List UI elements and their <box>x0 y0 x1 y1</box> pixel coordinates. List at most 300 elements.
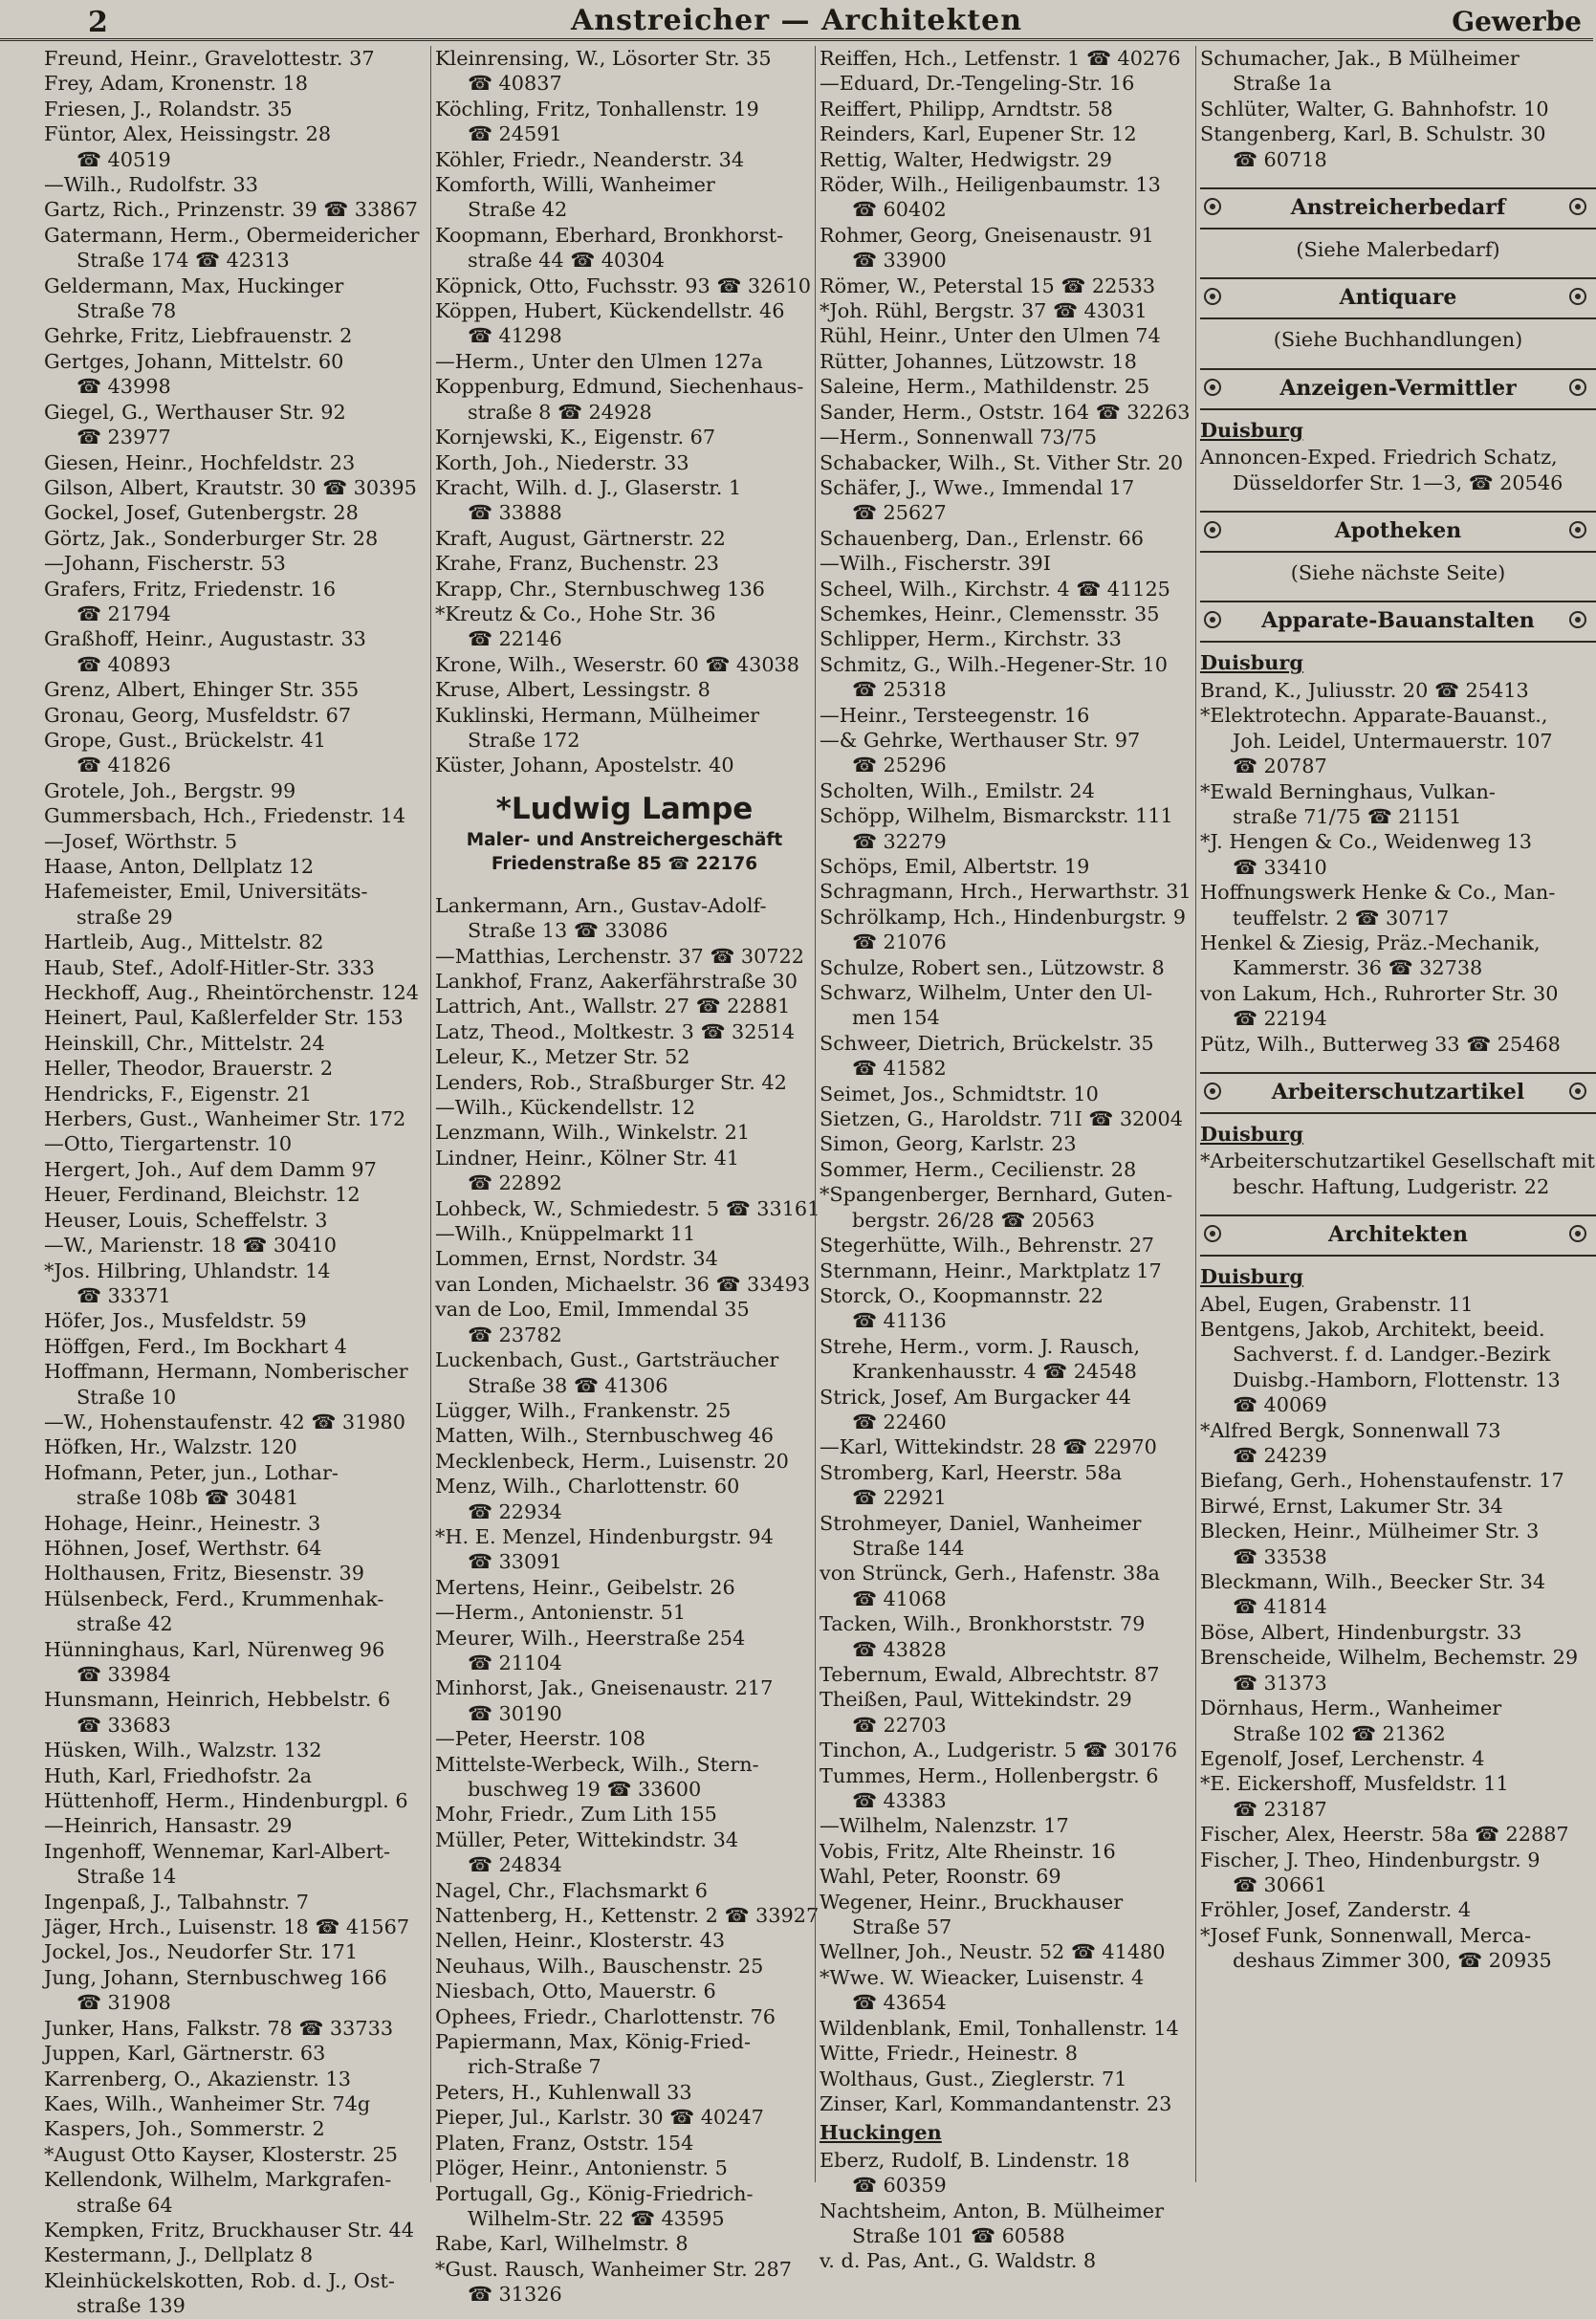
entry-continuation: ☎ 22892 <box>468 1171 562 1195</box>
entry-line: Kleinhückelskotten, Rob. d. J., Ost- <box>44 2268 395 2292</box>
entry-line: Peters, H., Kuhlenwall 33 <box>435 2080 692 2104</box>
entry-line: Lenders, Rob., Straßburger Str. 42 <box>435 1070 787 1094</box>
entry-line: Ingenhoff, Wennemar, Karl-Albert- <box>44 1839 391 1863</box>
entry-line: Frey, Adam, Kronenstr. 18 <box>44 72 309 96</box>
entry-line: Schragmann, Hrch., Herwarthstr. 31 <box>820 880 1192 904</box>
entry-line: Höhnen, Josef, Werthstr. 64 <box>44 1536 322 1560</box>
directory-entry <box>44 703 421 728</box>
section-header-antiquare <box>1200 277 1596 319</box>
directory-entry <box>435 1474 814 1524</box>
entry-line: Reiffert, Philipp, Arndtstr. 58 <box>820 97 1113 120</box>
directory-entry <box>435 425 814 449</box>
entry-continuation: ☎ 60359 <box>852 2174 947 2198</box>
directory-entry <box>44 930 421 954</box>
directory-entry <box>820 121 1198 146</box>
directory-entry <box>435 1044 814 1069</box>
entry-line: Abel, Eugen, Grabenstr. 11 <box>1200 1292 1474 1316</box>
entry-line: van de Loo, Emil, Immendal 35 <box>435 1298 750 1322</box>
directory-entry <box>44 1106 421 1131</box>
entry-line: —W., Marienstr. 18 ☎ 30410 <box>44 1234 338 1258</box>
entry-continuation: beschr. Haftung, Ludgeristr. 22 <box>1233 1174 1550 1198</box>
entry-line: Meurer, Wilh., Heerstraße 254 <box>435 1626 746 1650</box>
entry-line: Portugall, Gg., König-Friedrich- <box>435 2181 754 2205</box>
entry-line: Grope, Gust., Brückelstr. 41 <box>44 728 326 752</box>
entry-line: Hendricks, F., Eigenstr. 21 <box>44 1082 313 1105</box>
entry-line: —Heinrich, Hansastr. 29 <box>44 1814 293 1838</box>
entry-continuation: ☎ 23977 <box>77 426 171 449</box>
entry-line: Grafers, Fritz, Friedenstr. 16 <box>44 577 337 601</box>
directory-entry <box>435 1272 814 1297</box>
entry-line: Lankermann, Arn., Gustav-Adolf- <box>435 893 767 917</box>
entry-line: Römer, W., Peterstal 15 ☎ 22533 <box>820 273 1156 297</box>
directory-entry <box>1200 1032 1596 1057</box>
entry-line: Simon, Georg, Karlstr. 23 <box>820 1132 1077 1156</box>
directory-entry <box>44 1258 421 1309</box>
entry-continuation: ☎ 24239 <box>1233 1444 1327 1468</box>
directory-entry <box>435 1196 820 1221</box>
entry-line: Hüsken, Wilh., Walzstr. 132 <box>44 1739 322 1762</box>
directory-entry <box>820 349 1198 374</box>
column-2 <box>430 46 820 2307</box>
entry-line: Küster, Johann, Apostelstr. 40 <box>435 754 734 777</box>
directory-entry <box>44 1839 421 1890</box>
entry-continuation: Straße 101 ☎ 60588 <box>852 2223 1065 2247</box>
directory-entry <box>435 602 814 652</box>
directory-entry <box>44 2142 421 2167</box>
section-label: Gewerbe <box>1452 6 1582 37</box>
directory-entry <box>44 1359 421 1410</box>
directory-entry <box>435 2029 814 2080</box>
directory-entry <box>435 2181 814 2232</box>
entry-line: Strohmeyer, Daniel, Wanheimer <box>820 1511 1142 1535</box>
entry-line: *J. Hengen & Co., Weidenweg 13 <box>1200 830 1532 854</box>
directory-entry <box>44 980 421 1005</box>
directory-entry <box>44 1788 421 1813</box>
entry-continuation: Straße 78 <box>77 299 177 323</box>
directory-entry <box>435 2105 814 2130</box>
directory-entry <box>820 298 1198 323</box>
directory-entry <box>1200 1822 1596 1847</box>
directory-entry <box>44 1914 421 1939</box>
directory-entry <box>44 273 421 324</box>
entry-line: Plöger, Heinr., Antonienstr. 5 <box>435 2156 728 2180</box>
directory-entry <box>435 1726 814 1751</box>
directory-entry <box>435 1019 814 1044</box>
entry-line: Hohage, Heinr., Heinestr. 3 <box>44 1511 321 1535</box>
entry-line: Egenolf, Josef, Lerchenstr. 4 <box>1200 1746 1485 1770</box>
entry-continuation: Straße 14 <box>77 1865 177 1889</box>
directory-entry <box>44 1334 421 1359</box>
entry-line: Minhorst, Jak., Gneisenaustr. 217 <box>435 1676 774 1700</box>
directory-entry <box>1200 1317 1596 1418</box>
section-title: Anstreicherbedarf <box>1290 195 1506 221</box>
directory-entry <box>44 450 421 475</box>
directory-entry <box>1200 880 1596 930</box>
ad-company-name: *Ludwig Lampe <box>495 791 754 826</box>
entry-line: Görtz, Jak., Sonderburger Str. 28 <box>44 526 379 550</box>
entry-continuation: straße 108b ☎ 30481 <box>77 1486 299 1510</box>
entry-continuation: Duisbg.-Hamborn, Flottenstr. 13 <box>1233 1367 1561 1391</box>
directory-entry <box>435 969 814 994</box>
entry-line: Vobis, Fritz, Alte Rheinstr. 16 <box>820 1839 1116 1863</box>
column-4 <box>1195 46 1596 2182</box>
section-header-architekten <box>1200 1214 1596 1257</box>
bullet-icon <box>1569 1083 1586 1100</box>
entry-line: —Wilh., Knüppelmarkt 11 <box>435 1222 696 1246</box>
entry-line: Geldermann, Max, Huckinger <box>44 273 344 297</box>
directory-entry <box>820 1031 1198 1082</box>
entry-line: —Herm., Sonnenwall 73/75 <box>820 426 1098 449</box>
entry-line: Hergert, Joh., Auf dem Damm 97 <box>44 1157 377 1181</box>
directory-entry <box>435 2231 814 2256</box>
entry-line: Mertens, Heinr., Geibelstr. 26 <box>435 1575 735 1599</box>
entry-line: Witte, Friedr., Heinestr. 8 <box>820 2042 1078 2066</box>
entry-line: Heinskill, Chr., Mittelstr. 24 <box>44 1031 325 1055</box>
directory-entry <box>44 97 421 121</box>
entry-continuation: Düsseldorfer Str. 1—3, ☎ 20546 <box>1233 470 1563 494</box>
entry-line: v. d. Pas, Ant., G. Waldstr. 8 <box>820 2249 1097 2273</box>
directory-entry <box>435 349 814 374</box>
directory-entry <box>44 1813 421 1838</box>
entry-line: *Kreutz & Co., Hohe Str. 36 <box>435 602 716 625</box>
entry-line: Gummersbach, Hch., Friedenstr. 14 <box>44 804 406 828</box>
entry-continuation: Straße 57 <box>852 1915 952 1939</box>
entry-line: Nellen, Heinr., Klosterstr. 43 <box>435 1929 726 1953</box>
entry-line: Fröhler, Josef, Zanderstr. 4 <box>1200 1898 1472 1922</box>
directory-entry <box>44 1763 421 1788</box>
directory-entry <box>435 1221 814 1246</box>
directory-entry <box>44 1308 421 1333</box>
entry-line: Brenscheide, Wilhelm, Bechemstr. 29 <box>1200 1646 1579 1670</box>
directory-entry <box>44 2242 421 2267</box>
directory-entry <box>820 1839 1198 1864</box>
entry-line: Wolthaus, Gust., Zieglerstr. 71 <box>820 2067 1127 2090</box>
entry-continuation: ☎ 23782 <box>468 1323 562 1346</box>
section-title: Apotheken <box>1334 518 1462 544</box>
entry-line: Gockel, Josef, Gutenbergstr. 28 <box>44 501 359 525</box>
directory-entry <box>820 2091 1198 2116</box>
entry-line: Theißen, Paul, Wittekindstr. 29 <box>820 1688 1132 1712</box>
column-3 <box>815 46 1198 2273</box>
directory-entry <box>820 1611 1198 1662</box>
directory-entry <box>1200 1848 1596 1898</box>
directory-entry <box>1200 779 1596 830</box>
entry-line: Kornjewski, K., Eigenstr. 67 <box>435 426 716 449</box>
entry-line: *E. Eickershoff, Musfeldstr. 11 <box>1200 1772 1509 1796</box>
entry-line: Hartleib, Aug., Mittelstr. 82 <box>44 930 324 954</box>
entry-continuation: straße 139 <box>77 2294 186 2318</box>
directory-entry <box>435 475 814 526</box>
entry-line: Junker, Hans, Falkstr. 78 ☎ 33733 <box>44 2016 394 2040</box>
entry-continuation: ☎ 43654 <box>852 1991 947 2015</box>
directory-entry <box>435 1626 814 1676</box>
entry-line: Freund, Heinr., Gravelottestr. 37 <box>44 47 375 70</box>
entry-line: Hüttenhoff, Herm., Hindenburgpl. 6 <box>44 1789 408 1813</box>
entry-continuation: ☎ 21076 <box>852 930 947 954</box>
directory-entry <box>820 450 1198 475</box>
column-1 <box>44 46 421 2318</box>
directory-entry <box>44 172 421 197</box>
entry-line: Stromberg, Karl, Heerstr. 58a <box>820 1460 1123 1484</box>
directory-entry <box>44 829 421 854</box>
page-header <box>0 0 1593 41</box>
entry-line: Böse, Albert, Hindenburgstr. 33 <box>1200 1620 1522 1644</box>
directory-entry <box>820 652 1198 703</box>
entry-line: Mohr, Friedr., Zum Lith 155 <box>435 1803 717 1827</box>
entry-line: Fischer, Alex, Heerstr. 58a ☎ 22887 <box>1200 1823 1569 1847</box>
cross-reference: (Siehe Buchhandlungen) <box>1273 328 1523 352</box>
directory-entry <box>44 803 421 828</box>
bullet-icon <box>1569 379 1586 396</box>
entry-line: Scholten, Wilh., Emilstr. 24 <box>820 778 1095 802</box>
entry-line: Herbers, Gust., Wanheimer Str. 172 <box>44 1107 406 1131</box>
entry-line: Jockel, Jos., Neudorfer Str. 171 <box>44 1940 359 1964</box>
entry-continuation: ☎ 41814 <box>1233 1595 1327 1619</box>
directory-entry <box>1200 445 1596 495</box>
directory-entry <box>435 703 814 754</box>
directory-entry <box>435 944 814 969</box>
directory-entry <box>435 374 814 425</box>
entry-line: Latz, Theod., Moltkestr. 3 ☎ 32514 <box>435 1019 796 1043</box>
entry-line: Biefang, Gerh., Hohenstaufenstr. 17 <box>1200 1469 1564 1493</box>
entry-line: Köppen, Hubert, Kückendellstr. 46 <box>435 299 785 323</box>
directory-entry <box>820 1258 1198 1283</box>
entry-line: Niesbach, Otto, Mauerstr. 6 <box>435 1980 716 2003</box>
entry-line: Gehrke, Fritz, Liebfrauenstr. 2 <box>44 324 353 348</box>
entry-continuation: ☎ 25296 <box>852 754 947 777</box>
directory-entry <box>435 1878 814 1903</box>
entry-continuation: ☎ 31908 <box>77 1991 171 2015</box>
page-number: 2 <box>88 6 108 39</box>
directory-entry <box>435 1827 814 1878</box>
directory-entry <box>435 994 814 1018</box>
section-title: Arbeiterschutzartikel <box>1271 1079 1525 1105</box>
entry-line: Stangenberg, Karl, B. Schulstr. 30 <box>1200 122 1546 146</box>
directory-entry <box>820 1460 1198 1511</box>
directory-entry <box>44 879 421 930</box>
directory-entry <box>435 172 814 223</box>
directory-entry <box>44 1056 421 1081</box>
directory-entry <box>435 1575 814 1600</box>
entry-line: Haase, Anton, Dellplatz 12 <box>44 855 315 878</box>
entry-continuation: ☎ 60402 <box>852 198 947 222</box>
entry-continuation: Straße 102 ☎ 21362 <box>1233 1721 1446 1745</box>
city-heading-huckingen: Huckingen <box>820 2120 942 2145</box>
directory-entry <box>435 1954 814 1979</box>
entry-line: Nachtsheim, Anton, B. Mülheimer <box>820 2199 1165 2222</box>
entry-line: Schöpp, Wilhelm, Bismarckstr. 111 <box>820 804 1173 828</box>
directory-entry <box>1200 1494 1596 1519</box>
entry-line: Rühl, Heinr., Unter den Ulmen 74 <box>820 324 1161 348</box>
entry-line: Hunsmann, Heinrich, Hebbelstr. 6 <box>44 1688 391 1712</box>
entry-line: Höfer, Jos., Musfeldstr. 59 <box>44 1309 307 1333</box>
directory-entry <box>44 1965 421 2016</box>
directory-entry <box>820 955 1198 980</box>
entry-line: Giegel, G., Werthauser Str. 92 <box>44 400 346 424</box>
entry-line: Platen, Franz, Oststr. 154 <box>435 2131 694 2155</box>
directory-entry <box>44 71 421 96</box>
entry-continuation: Sachverst. f. d. Landger.-Bezirk <box>1233 1343 1551 1367</box>
directory-entry <box>820 1864 1198 1889</box>
entry-continuation: ☎ 25318 <box>852 678 947 702</box>
directory-entry <box>435 1297 814 1347</box>
entry-line: Gilson, Albert, Krautstr. 30 ☎ 30395 <box>44 475 417 499</box>
entry-line: Jäger, Hrch., Luisenstr. 18 ☎ 41567 <box>44 1915 410 1939</box>
entry-line: Höfken, Hr., Walzstr. 120 <box>44 1435 297 1459</box>
directory-entry <box>820 703 1198 728</box>
directory-entry <box>435 1600 814 1625</box>
entry-line: Grotele, Joh., Bergstr. 99 <box>44 778 296 802</box>
entry-line: Eberz, Rudolf, B. Lindenstr. 18 <box>820 2148 1130 2172</box>
entry-line: —Matthias, Lerchenstr. 37 ☎ 30722 <box>435 944 805 968</box>
city-heading: Duisburg <box>1200 1264 1303 1289</box>
directory-entry <box>435 652 814 677</box>
entry-line: Schumacher, Jak., B Mülheimer <box>1200 47 1519 70</box>
directory-entry <box>435 1120 814 1145</box>
directory-entry <box>820 2016 1198 2041</box>
entry-line: Hünninghaus, Karl, Nürenweg 96 <box>44 1637 385 1661</box>
entry-line: von Strünck, Gerh., Hafenstr. 38a <box>820 1562 1160 1586</box>
entry-continuation: Straße 144 <box>852 1536 965 1560</box>
entry-line: Hülsenbeck, Ferd., Krummenhak- <box>44 1586 384 1610</box>
entry-line: Krapp, Chr., Sternbuschweg 136 <box>435 577 765 601</box>
directory-entry <box>435 1146 814 1196</box>
directory-entry <box>44 500 421 525</box>
directory-entry <box>820 1662 1198 1687</box>
entry-continuation: straße 42 <box>77 1612 173 1636</box>
directory-entry <box>44 1687 421 1738</box>
entry-line: Holthausen, Fritz, Biesenstr. 39 <box>44 1562 364 1586</box>
entry-continuation: ☎ 33091 <box>468 1550 562 1574</box>
directory-entry <box>820 1687 1198 1738</box>
directory-entry <box>1200 1519 1596 1569</box>
entry-continuation: ☎ 23187 <box>1233 1797 1327 1821</box>
directory-entry <box>820 1283 1198 1334</box>
entry-line: Blecken, Heinr., Mülheimer Str. 3 <box>1200 1520 1540 1543</box>
entry-line: Kracht, Wilh. d. J., Glaserstr. 1 <box>435 475 742 499</box>
directory-entry <box>820 1157 1198 1182</box>
entry-line: Seimet, Jos., Schmidtstr. 10 <box>820 1082 1099 1105</box>
entry-continuation: Straße 42 <box>468 198 568 222</box>
directory-entry <box>820 374 1198 399</box>
directory-entry <box>1200 1468 1596 1493</box>
entry-line: —Eduard, Dr.-Tengeling-Str. 16 <box>820 72 1135 96</box>
entry-line: *Arbeiterschutzartikel Gesellschaft mit <box>1200 1149 1595 1173</box>
directory-entry <box>820 1233 1198 1258</box>
directory-entry <box>1200 1695 1596 1746</box>
entry-line: —Johann, Fischerstr. 53 <box>44 552 286 576</box>
directory-entry <box>44 349 421 400</box>
entry-line: Leleur, K., Metzer Str. 52 <box>435 1045 690 1069</box>
entry-line: —Wilh., Rudolfstr. 33 <box>44 173 258 197</box>
directory-entry <box>1200 1746 1596 1771</box>
directory-entry <box>1200 1149 1596 1199</box>
entry-continuation: Krankenhausstr. 4 ☎ 24548 <box>852 1360 1137 1384</box>
entry-continuation: Joh. Leidel, Untermauerstr. 107 <box>1233 729 1553 753</box>
directory-entry <box>435 1398 814 1423</box>
entry-line: —Herm., Antonienstr. 51 <box>435 1601 687 1625</box>
entry-line: Röder, Wilh., Heiligenbaumstr. 13 <box>820 173 1161 197</box>
directory-entry <box>820 2248 1198 2273</box>
entry-continuation: ☎ 33410 <box>1233 855 1327 879</box>
section-title: Antiquare <box>1339 285 1457 311</box>
entry-continuation: ☎ 25627 <box>852 501 947 525</box>
directory-entry <box>435 1095 814 1120</box>
entry-line: Lenzmann, Wilh., Winkelstr. 21 <box>435 1121 751 1145</box>
entry-continuation: straße 8 ☎ 24928 <box>468 400 652 424</box>
entry-line: *Alfred Bergk, Sonnenwall 73 <box>1200 1418 1501 1442</box>
entry-line: Sternmann, Heinr., Marktplatz 17 <box>820 1258 1162 1282</box>
entry-line: Schulze, Robert sen., Lützowstr. 8 <box>820 955 1165 979</box>
directory-entry <box>820 475 1198 526</box>
entry-continuation: ☎ 33683 <box>77 1713 171 1737</box>
entry-line: Lommen, Ernst, Nordstr. 34 <box>435 1247 718 1271</box>
directory-entry <box>820 551 1198 576</box>
entry-continuation: Straße 13 ☎ 33086 <box>468 919 668 943</box>
entry-line: Gartz, Rich., Prinzenstr. 39 ☎ 33867 <box>44 198 418 222</box>
entry-continuation: ☎ 20787 <box>1233 755 1327 778</box>
directory-entry <box>44 2067 421 2091</box>
entry-line: Lankhof, Franz, Aakerfährstraße 30 <box>435 970 798 993</box>
directory-entry <box>44 121 421 172</box>
directory-entry <box>44 677 421 702</box>
directory-entry <box>820 602 1198 626</box>
entry-line: Brand, K., Juliusstr. 20 ☎ 25413 <box>1200 678 1529 702</box>
entry-line: Pütz, Wilh., Butterweg 33 ☎ 25468 <box>1200 1032 1561 1056</box>
entry-line: Köpnick, Otto, Fuchsstr. 93 ☎ 32610 <box>435 273 812 297</box>
directory-entry <box>435 1802 814 1827</box>
directory-entry <box>44 46 421 71</box>
entry-line: —Wilhelm, Nalenzstr. 17 <box>820 1814 1069 1838</box>
entry-line: *Joh. Rühl, Bergstr. 37 ☎ 43031 <box>820 299 1148 323</box>
directory-entry <box>820 1082 1198 1106</box>
entry-line: Mittelste-Werbeck, Wilh., Stern- <box>435 1752 759 1776</box>
directory-entry <box>820 1738 1198 1762</box>
entry-line: —& Gehrke, Werthauser Str. 97 <box>820 728 1141 752</box>
section-header-apotheken <box>1200 511 1596 553</box>
entry-line: Dörnhaus, Herm., Wanheimer <box>1200 1696 1502 1720</box>
entry-line: Reiffen, Hch., Letfenstr. 1 ☎ 40276 <box>820 47 1181 70</box>
directory-entry <box>820 1385 1198 1435</box>
entry-line: Hoffmann, Hermann, Nomberischer <box>44 1360 408 1384</box>
directory-entry <box>820 1813 1198 1838</box>
directory-entry <box>820 172 1198 223</box>
directory-entry <box>44 1005 421 1030</box>
directory-entry <box>820 1965 1198 2016</box>
entry-line: Korth, Joh., Niederstr. 33 <box>435 450 689 474</box>
directory-entry <box>820 2067 1198 2091</box>
entry-line: Schemkes, Heinr., Clemensstr. 35 <box>820 602 1160 625</box>
section-title: Anzeigen-Vermittler <box>1279 375 1517 401</box>
entry-line: Koppenburg, Edmund, Siechenhaus- <box>435 375 804 399</box>
entry-line: Schabacker, Wilh., St. Vither Str. 20 <box>820 450 1184 474</box>
directory-entry <box>435 2155 814 2180</box>
entry-continuation: Kammerstr. 36 ☎ 32738 <box>1233 956 1483 980</box>
entry-continuation: straße 29 <box>77 905 173 929</box>
entry-line: Kuklinski, Hermann, Mülheimer <box>435 703 760 727</box>
directory-entry <box>435 2004 814 2029</box>
directory-entry <box>1200 1569 1596 1620</box>
entry-line: *Josef Funk, Sonnenwall, Merca- <box>1200 1923 1532 1947</box>
directory-entry <box>44 854 421 879</box>
entry-line: —Herm., Unter den Ulmen 127a <box>435 349 763 373</box>
entry-line: *Wwe. W. Wieacker, Luisenstr. 4 <box>820 1965 1145 1989</box>
entry-line: Grenz, Albert, Ehinger Str. 355 <box>44 678 360 702</box>
page-title: Anstreicher — Architekten <box>570 4 1023 37</box>
entry-line: Schrölkamp, Hch., Hindenburgstr. 9 <box>820 905 1186 929</box>
entry-continuation: ☎ 33888 <box>468 501 562 525</box>
entry-line: Rabe, Karl, Wilhelmstr. 8 <box>435 2232 689 2256</box>
